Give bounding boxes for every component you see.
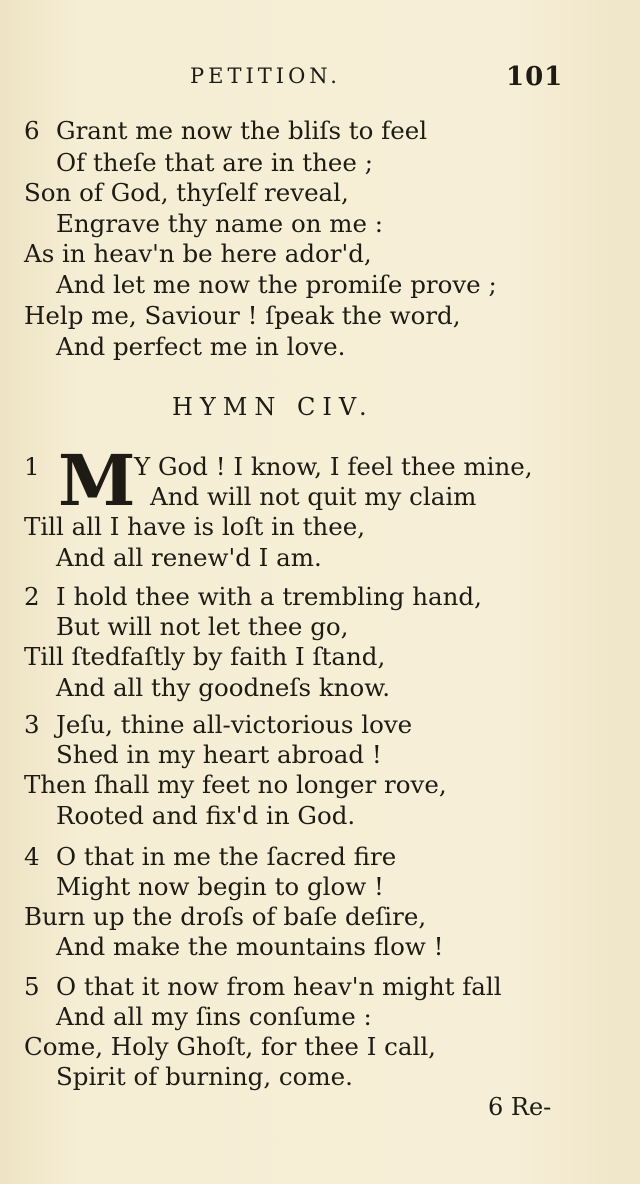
verse-line: I hold thee with a trembling hand, xyxy=(56,582,482,611)
hymn-title: HYMN CIV. xyxy=(172,393,374,421)
stanza-number: 2 xyxy=(24,582,40,611)
verse-line: Help me, Saviour ! ſpeak the word, xyxy=(24,301,461,330)
verse-line: Y God ! I know, I feel thee mine, xyxy=(134,452,533,481)
stanza-number: 3 xyxy=(24,710,40,739)
drop-cap: M xyxy=(58,439,136,522)
verse-line: Son of God, thyſelf reveal, xyxy=(24,178,349,207)
verse-line: And all my ſins conſume : xyxy=(56,1002,372,1031)
verse-line: As in heav'n be here ador'd, xyxy=(24,239,372,268)
verse-line: Spirit of burning, come. xyxy=(56,1062,353,1091)
verse-line: Till all I have is loſt in thee, xyxy=(24,512,365,541)
verse-line: Till ſtedfaſtly by faith I ſtand, xyxy=(24,642,386,671)
verse-line: And perfect me in love. xyxy=(56,332,346,361)
verse-line: Grant me now the bliſs to feel xyxy=(56,116,428,145)
verse-line: But will not let thee go, xyxy=(56,612,349,641)
verse-line: Might now begin to glow ! xyxy=(56,872,384,901)
stanza-number: 5 xyxy=(24,972,40,1001)
verse-line: Engrave thy name on me : xyxy=(56,209,384,238)
verse-line: Of theſe that are in thee ; xyxy=(56,148,373,177)
verse-line: And all renew'd I am. xyxy=(56,543,322,572)
verse-line: And all thy goodneſs know. xyxy=(56,673,391,702)
stanza-number: 6 xyxy=(24,116,40,145)
verse-line: Burn up the droſs of baſe deſire, xyxy=(24,902,427,931)
page-number: 101 xyxy=(506,62,564,92)
verse-line: O that in me the ſacred fire xyxy=(56,842,397,871)
running-head: PETITION. xyxy=(190,64,341,88)
stanza-number: 1 xyxy=(24,452,40,481)
verse-line: Then ſhall my feet no longer rove, xyxy=(24,770,447,799)
verse-line: Come, Holy Ghoſt, for thee I call, xyxy=(24,1032,436,1061)
verse-line: And let me now the promiſe prove ; xyxy=(56,270,497,299)
verse-line: Shed in my heart abroad ! xyxy=(56,740,382,769)
catchword: 6 Re- xyxy=(488,1093,552,1121)
verse-line: Jeſu, thine all-victorious love xyxy=(56,710,413,739)
verse-line: O that it now from heav'n might fall xyxy=(56,972,502,1001)
page-header xyxy=(0,62,640,98)
stanza-number: 4 xyxy=(24,842,40,871)
verse-line: And will not quit my claim xyxy=(150,482,477,511)
verse-line: Rooted and fix'd in God. xyxy=(56,801,356,830)
verse-line: And make the mountains flow ! xyxy=(56,932,444,961)
